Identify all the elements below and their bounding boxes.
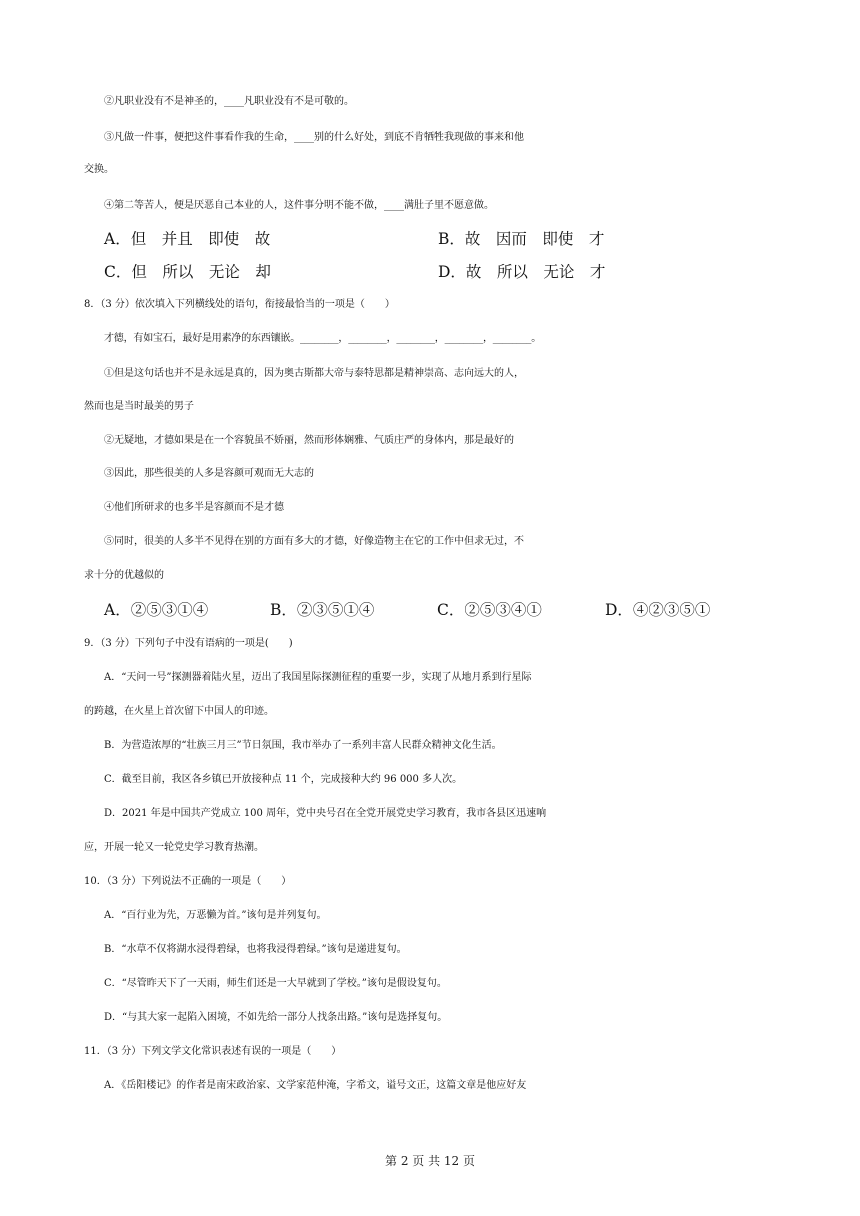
q8-heading: 8．（3 分）依次填入下列横线处的语句，衔接最恰当的一项是（ ）: [84, 299, 395, 310]
q9-option-a-line-1: A．“天问一号”探测器着陆火星，迈出了我国星际探测征程的重要一步，实现了从地月系到行星际: [104, 672, 532, 683]
q9-option-b: B．为营造浓厚的“壮族三月三”节日氛围，我市举办了一系列丰富人民群众精神文化生活。: [104, 740, 502, 751]
q9-option-c: C．截至目前，我区各乡镇已开放接种点 11 个，完成接种大约 96 000 多人次。: [104, 774, 463, 785]
q9-option-d-line-2: 应，开展一轮又一轮党史学习教育热潮。: [84, 842, 264, 853]
q8-sentence-5-line-1: ⑤同时，很美的人多半不见得在别的方面有多大的才德，好像造物主在它的工作中但求无过，不: [104, 536, 524, 547]
q7-sentence-4: ④第二等苦人，便是厌恶自己本业的人，这件事分明不能不做，____满肚子里不愿意做。: [104, 200, 494, 211]
q7-sentence-3-line-2: 交换。: [84, 164, 114, 175]
q8-option-a: A．②⑤③①④: [104, 601, 209, 619]
q9-option-a-line-2: 的跨越，在火星上首次留下中国人的印迹。: [84, 706, 274, 717]
q9-heading: 9．（3 分）下列句子中没有语病的一项是( ): [84, 638, 293, 649]
q7-sentence-3-line-1: ③凡做一件事，便把这件事看作我的生命，____别的什么好处，到底不肯牺牲我现做的事来和他: [104, 132, 524, 143]
q7-option-d: D．故 所以 无论 才: [438, 263, 606, 281]
q7-option-b: B．故 因而 即使 才: [438, 230, 605, 248]
q8-sentence-3: ③因此，那些很美的人多是容颜可观而无大志的: [104, 468, 314, 479]
q8-sentence-4: ④他们所研求的也多半是容颜而不是才德: [104, 502, 284, 513]
q7-option-a: A．但 并且 即使 故: [104, 230, 271, 248]
q8-sentence-2: ②无疑地，才德如果是在一个容貌虽不娇丽，然而形体娴雅、气质庄严的身体内，那是最好的: [104, 435, 514, 446]
q11-option-a-line-1: A．《岳阳楼记》的作者是南宋政治家、文学家范仲淹，字希文，谥号文正，这篇文章是他应好友: [104, 1080, 527, 1091]
q8-sentence-5-line-2: 求十分的优越似的: [84, 570, 164, 581]
q10-option-a: A．“百行业为先，万恶懒为首。”该句是并列复句。: [104, 910, 327, 921]
q8-option-b: B．②③⑤①④: [270, 601, 375, 619]
q10-option-d: D．“与其大家一起陷入困境，不如先给一部分人找条出路。”该句是选择复句。: [104, 1012, 448, 1023]
q7-sentence-2: ②凡职业没有不是神圣的，____凡职业没有不是可敬的。: [104, 96, 354, 107]
q7-option-c: C．但 所以 无论 却: [104, 263, 271, 281]
q8-option-c: C．②⑤③④①: [437, 601, 542, 619]
q10-heading: 10．（3 分）下列说法不正确的一项是（ ）: [84, 876, 292, 887]
q10-option-b: B．“水草不仅将湖水浸得碧绿，也将我浸得碧绿。”该句是递进复句。: [104, 944, 407, 955]
q8-sentence-1-line-1: ①但是这句话也并不是永远是真的，因为奥古斯都大帝与泰特思都是精神崇高、志向远大的人，: [104, 368, 524, 379]
q9-option-d-line-1: D．2021 年是中国共产党成立 100 周年，党中央号召在全党开展党史学习教育，我市各县区迅速响: [104, 808, 547, 819]
q8-option-d: D．④②③⑤①: [605, 601, 711, 619]
q8-lead-text: 才德，有如宝石，最好是用素净的东西镶嵌。________，________，________，________，________。: [104, 333, 541, 344]
page-footer: 第 2 页 共 12 页: [385, 1154, 475, 1168]
q10-option-c: C．“尽管昨天下了一天雨，师生们还是一大早就到了学校。”该句是假设复句。: [104, 978, 447, 989]
q8-sentence-1-line-2: 然而也是当时最美的男子: [84, 401, 194, 412]
q11-heading: 11．（3 分）下列文学文化常识表述有误的一项是（ ）: [84, 1046, 342, 1057]
